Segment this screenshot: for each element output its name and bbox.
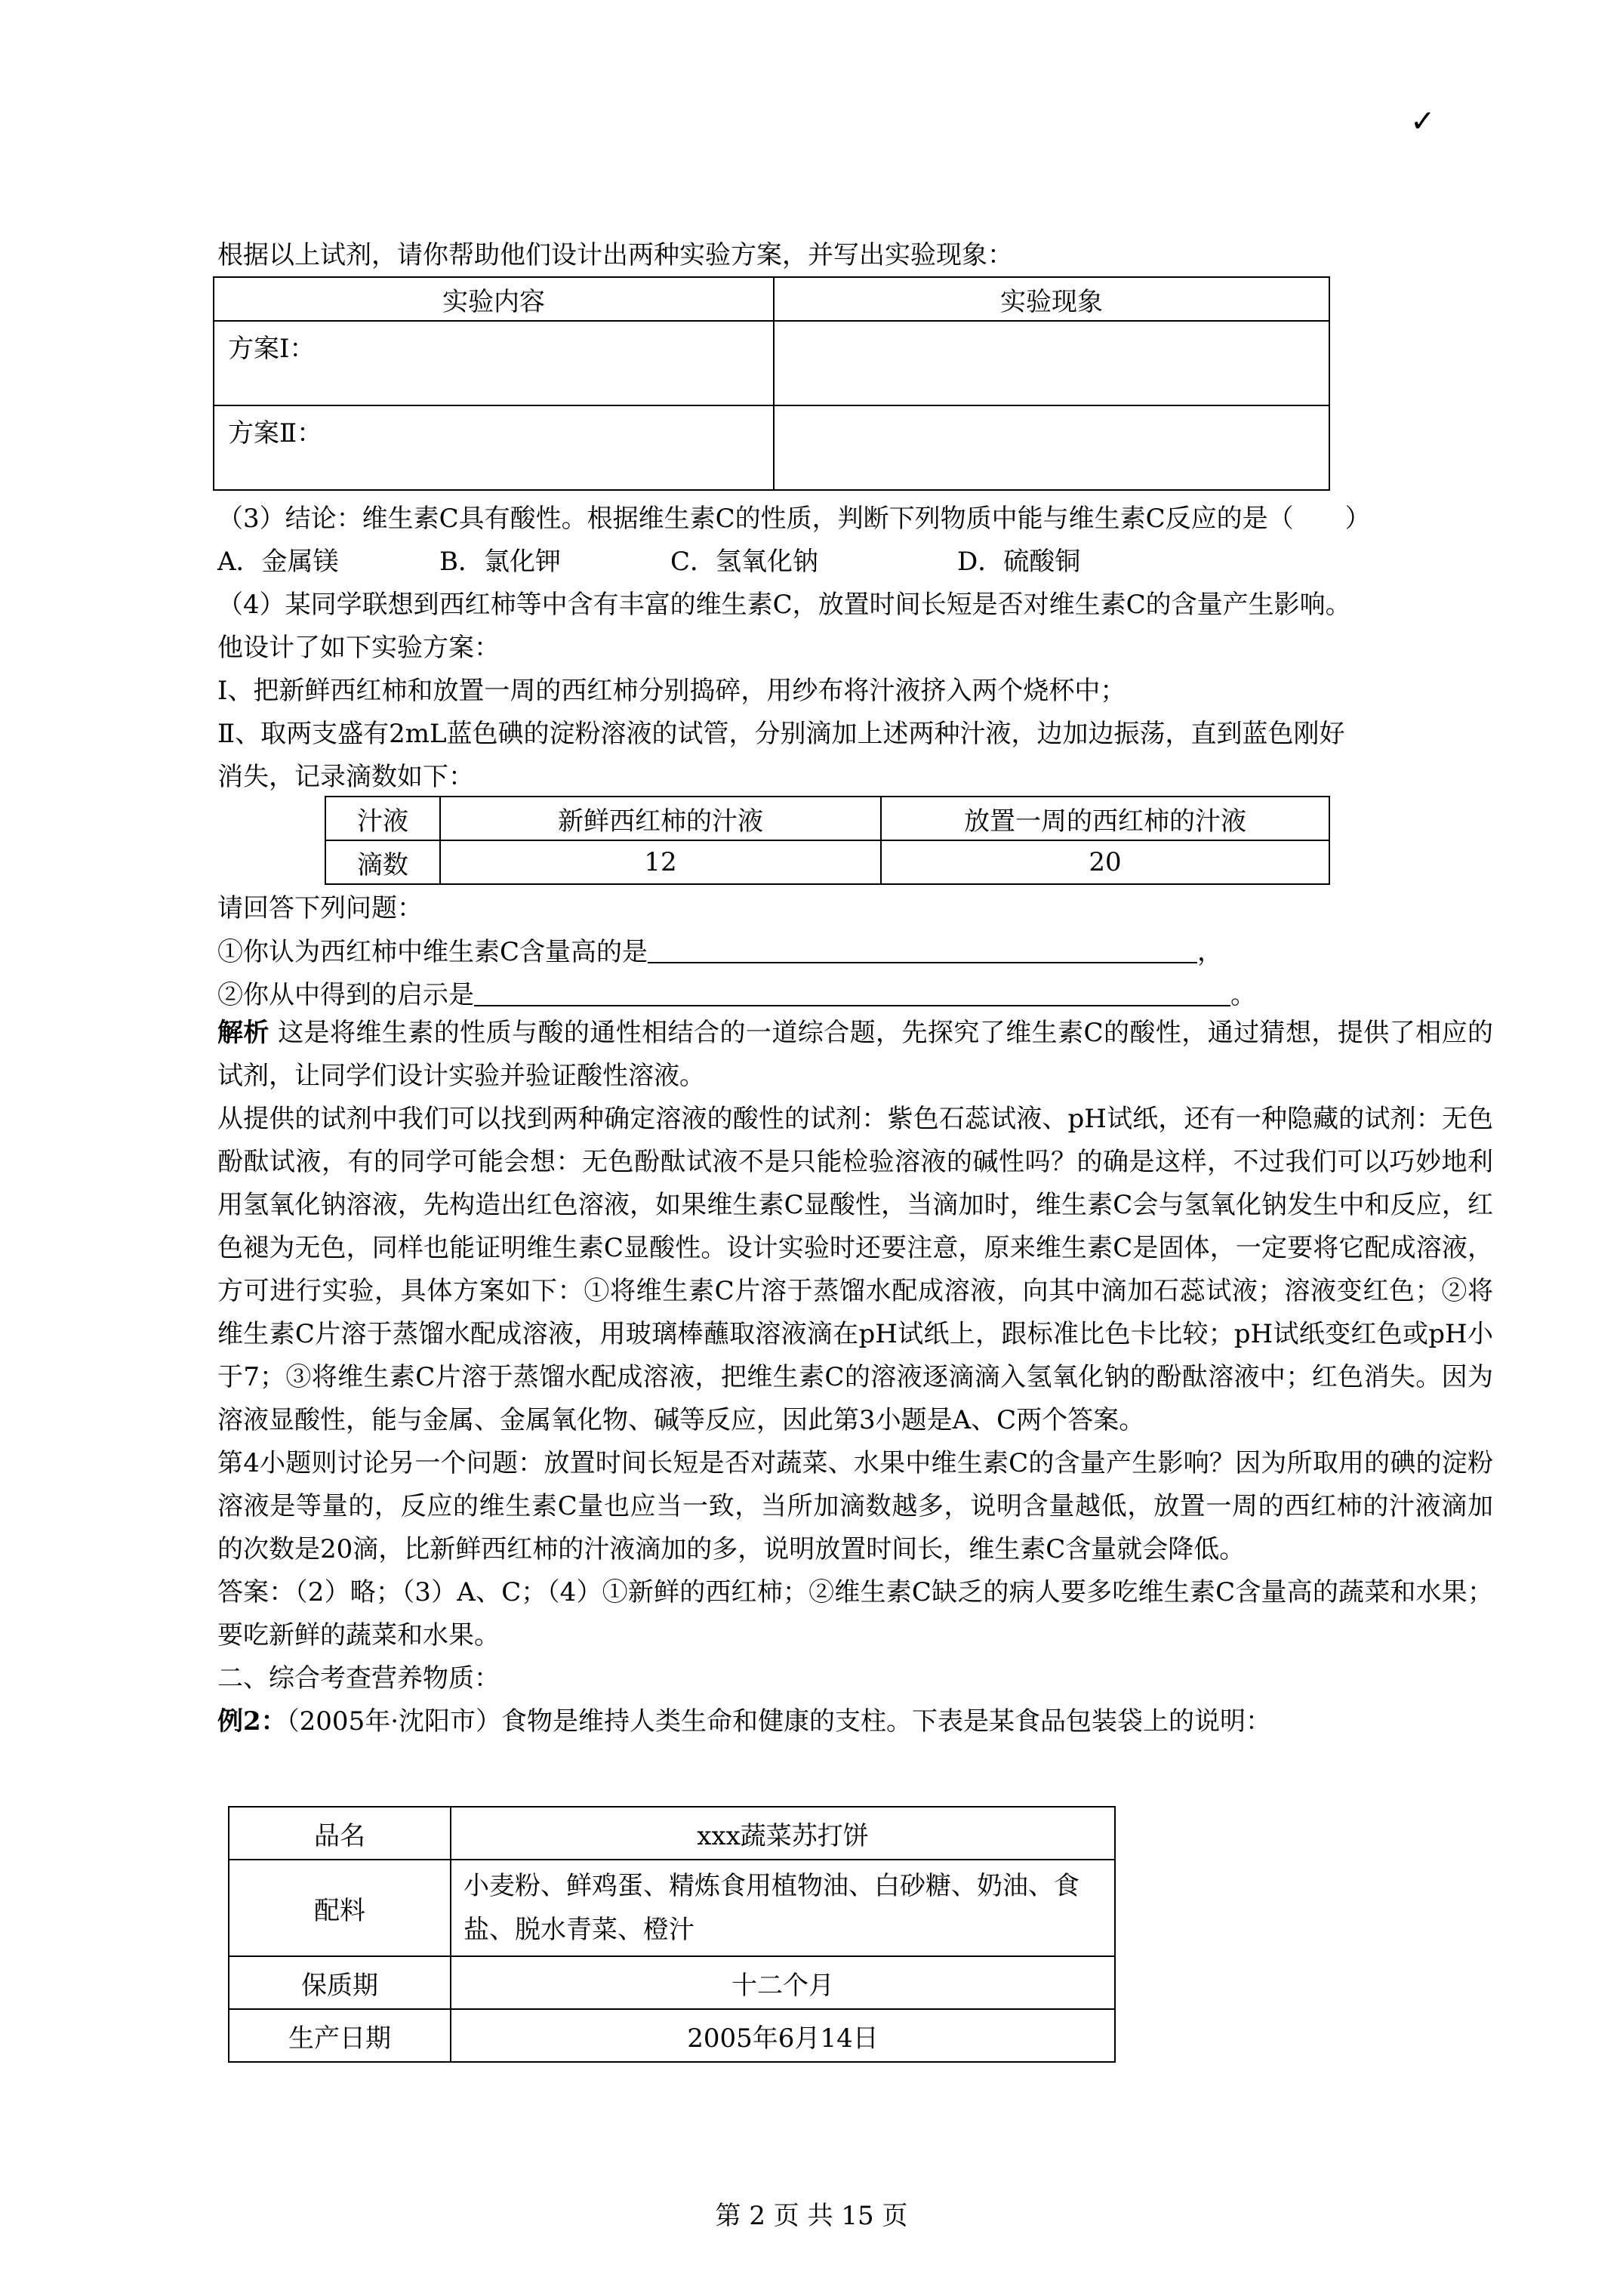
- question-3: （3）结论：维生素C具有酸性。根据维生素C的性质，判断下列物质中能与维生素C反应的是（ ）: [217, 504, 1371, 534]
- example-2: [217, 1700, 1493, 1743]
- sub-question-2-text: ②你从中得到的启示是: [217, 980, 474, 1010]
- section-2-heading: 二、综合考查营养物质：: [217, 1663, 500, 1693]
- analysis-block: [217, 1012, 1493, 1743]
- analysis-paragraph-2: 从提供的试剂中我们可以找到两种确定溶液的酸性的试剂：紫色石蕊试液、pH试纸，还有一种隐藏的试剂：无色酚酞试液，有的同学可能会想：无色酚酞试液不是只能检验溶液的碱性吗？的确是这样，不过我们可以巧妙地利用氢氧化钠溶液，先构造出红色溶液，如果维生素C显酸性，当滴加时，维生素C会与氢氧化钠发生中和反应，红色褪为无色，同样也能证明维生素C显酸性。设计实验时还要注意，原来维生素C是固体，一定要将它配成溶液，方可进行实验，具体方案如下：①将维生素C片溶于蒸馏水配成溶液，向其中滴加石蕊试液；溶液变红色；②将维生素C片溶于蒸馏水配成溶液，用玻璃棒蘸取溶液滴在pH试纸上，跟标准比色卡比较；pH试纸变红色或pH小于7；③将维生素C片溶于蒸馏水配成溶液，把维生素C的溶液逐滴滴入氢氧化钠的酚酞溶液中；红色消失。因为溶液显酸性，能与金属、金属氧化物、碱等反应，因此第3小题是A、C两个答案。: [217, 1104, 1493, 1435]
- table3-production-date-label: 生产日期: [229, 2009, 451, 2062]
- table3-ingredients-label: 配料: [229, 1860, 451, 1956]
- question-4-line2: 他设计了如下实验方案：: [217, 633, 500, 663]
- step-2-line2: 消失，记录滴数如下：: [217, 762, 474, 792]
- option-d: D．硫酸铜: [957, 547, 1081, 577]
- check-mark-icon: ✓: [1410, 104, 1436, 139]
- sub-question-1-end: ，: [1197, 937, 1224, 967]
- table3-name-label: 品名: [229, 1807, 451, 1860]
- sub-question-2-end: 。: [1230, 980, 1256, 1010]
- table3-name-value: xxx蔬菜苏打饼: [451, 1807, 1115, 1860]
- table3-shelf-life-value: 十二个月: [451, 1956, 1115, 2009]
- option-b: B．氯化钾: [439, 547, 561, 577]
- step-2-line1: Ⅱ、取两支盛有2mL蓝色碘的淀粉溶液的试管，分别滴加上述两种汁液，边加边振荡，直到蓝色刚好: [217, 719, 1345, 749]
- table2-fresh-juice: 新鲜西红柿的汁液: [440, 797, 881, 840]
- table3-ingredients-value: 小麦粉、鲜鸡蛋、精炼食用植物油、白砂糖、奶油、食盐、脱水青菜、橙汁: [451, 1860, 1115, 1956]
- drop-count-table: [325, 796, 1330, 885]
- sub-question-1: [217, 936, 1223, 967]
- food-label-table: [228, 1806, 1116, 2063]
- table3-shelf-life-label: 保质期: [229, 1956, 451, 2009]
- table2-fresh-drops: 12: [440, 840, 881, 884]
- table2-week-drops: 20: [881, 840, 1329, 884]
- table3-production-date-value: 2005年6月14日: [451, 2009, 1115, 2062]
- page-footer: 第 2 页 共 15 页: [715, 2201, 908, 2231]
- answer-paragraph: 答案：（2）略；（3）A、C；（4）①新鲜的西红柿；②维生素C缺乏的病人要多吃维生素C含量高的蔬菜和水果；要吃新鲜的蔬菜和水果。: [217, 1577, 1493, 1650]
- intro-text: 根据以上试剂，请你帮助他们设计出两种实验方案，并写出实验现象：: [217, 240, 1013, 270]
- sub-question-2: [217, 979, 1256, 1010]
- experiment-table: [213, 276, 1330, 491]
- table2-drops-label: 滴数: [325, 840, 440, 884]
- table1-plan1-result: [774, 321, 1329, 405]
- table1-plan1-label: 方案Ⅰ：: [214, 321, 774, 405]
- table1-plan2-result: [774, 405, 1329, 490]
- questions-prompt: 请回答下列问题：: [217, 893, 423, 923]
- example-label: 例2：: [217, 1706, 287, 1737]
- question-4-line1: （4）某同学联想到西红柿等中含有丰富的维生素C，放置时间长短是否对维生素C的含量产生影响。: [217, 590, 1351, 620]
- step-1: Ⅰ、把新鲜西红柿和放置一周的西红柿分别捣碎，用纱布将汁液挤入两个烧杯中；: [217, 676, 1126, 706]
- analysis-label: 解析: [217, 1018, 269, 1048]
- table2-week-juice: 放置一周的西红柿的汁液: [881, 797, 1329, 840]
- table1-header-phenomenon: 实验现象: [774, 277, 1329, 321]
- option-a: A．金属镁: [217, 547, 339, 577]
- answer-blank-1[interactable]: [648, 936, 1197, 963]
- example-text: （2005年·沈阳市）食物是维持人类生命和健康的支柱。下表是某食品包装袋上的说明：: [286, 1706, 1272, 1737]
- sub-question-1-text: ①你认为西红柿中维生素C含量高的是: [217, 937, 648, 967]
- analysis-text-1: 这是将维生素的性质与酸的通性相结合的一道综合题，先探究了维生素C的酸性，通过猜想，提供了相应的试剂，让同学们设计实验并验证酸性溶液。: [217, 1018, 1494, 1091]
- option-c: C．氢氧化钠: [670, 547, 819, 577]
- table1-header-content: 实验内容: [214, 277, 774, 321]
- table2-juice-label: 汁液: [325, 797, 440, 840]
- analysis-paragraph-1: [217, 1012, 1493, 1098]
- answer-blank-2[interactable]: [474, 979, 1230, 1006]
- analysis-paragraph-3: 第4小题则讨论另一个问题：放置时间长短是否对蔬菜、水果中维生素C的含量产生影响？因为所取用的碘的淀粉溶液是等量的，反应的维生素C量也应当一致，当所加滴数越多，说明含量越低，放置一周的西红柿的汁液滴加的次数是20滴，比新鲜西红柿的汁液滴加的多，说明放置时间长，维生素C含量就会降低。: [217, 1448, 1493, 1564]
- table1-plan2-label: 方案Ⅱ：: [214, 405, 774, 490]
